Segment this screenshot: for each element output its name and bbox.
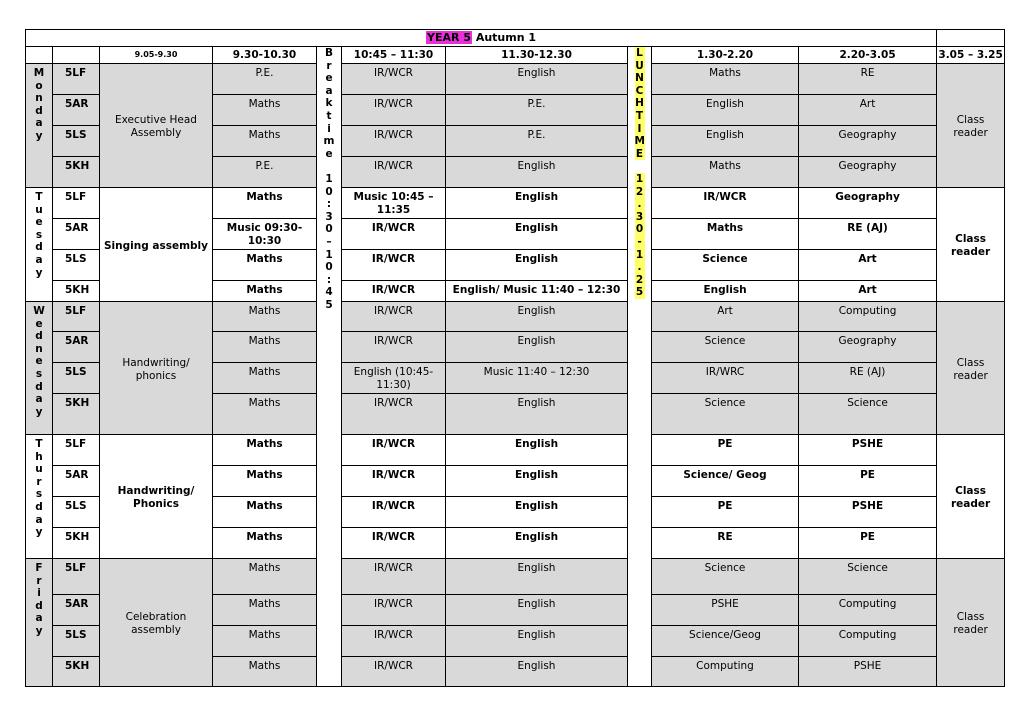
break-letter: e <box>325 72 333 85</box>
day-name <box>26 64 53 188</box>
lunch-letter: E <box>635 147 644 160</box>
break-letter: m <box>323 135 335 148</box>
day-letter: u <box>35 463 43 476</box>
lesson-p5: RE <box>652 528 799 559</box>
header-empty-day <box>26 47 53 64</box>
class-reader-cell <box>937 302 1005 435</box>
day-letter: W <box>33 305 45 317</box>
lesson-p2: Maths <box>213 281 317 302</box>
class-reader-line: Class <box>955 485 987 498</box>
break-letter: 3 <box>325 210 333 223</box>
class-name: 5LF <box>53 64 100 95</box>
lesson-p6: Art <box>799 250 937 281</box>
lesson-p5: English <box>652 126 799 157</box>
break-letter: 0 <box>325 223 333 236</box>
lunch-letter: 2 <box>635 273 644 286</box>
day-letter: s <box>35 228 43 241</box>
break-letter: 0 <box>325 185 333 198</box>
lesson-p6: RE (AJ) <box>799 363 937 394</box>
break-letter: t <box>326 109 332 122</box>
day-letter: y <box>35 624 43 637</box>
day-letter: u <box>35 203 43 216</box>
day-letter: r <box>36 574 42 587</box>
lunch-letter: M <box>634 135 645 148</box>
class-reader-line: reader <box>950 498 991 510</box>
assembly-line: Handwriting/ <box>117 485 195 498</box>
lesson-p2: Maths <box>213 302 317 332</box>
lesson-p4: English <box>446 528 628 559</box>
class-name: 5LS <box>53 363 100 394</box>
lesson-p2: Maths <box>213 363 317 394</box>
class-reader-line: Class <box>956 114 985 127</box>
class-name: 5AR <box>53 466 100 497</box>
day-letter: i <box>37 587 41 600</box>
lunch-column <box>628 47 652 687</box>
lesson-p5: Computing <box>652 657 799 687</box>
assembly-line: Celebration <box>125 611 187 624</box>
class-reader-cell <box>937 435 1005 559</box>
day-name <box>26 435 53 559</box>
day-letter: F <box>35 562 43 574</box>
lesson-p6: PE <box>799 466 937 497</box>
day-letter: a <box>35 513 43 526</box>
lesson-p2: Maths <box>213 559 317 595</box>
class-name: 5KH <box>53 394 100 435</box>
lesson-p2: P.E. <box>213 157 317 188</box>
header-p6: 2.20-3.05 <box>799 47 937 64</box>
lesson-p2: Maths <box>213 332 317 363</box>
lunch-letter: H <box>635 97 644 110</box>
day-letter: n <box>35 342 43 355</box>
lesson-p6: PSHE <box>799 497 937 528</box>
lesson-p5: Science/ Geog <box>652 466 799 497</box>
day-letter: d <box>35 241 43 254</box>
assembly-line: phonics <box>135 369 177 382</box>
lesson-p4: English <box>446 250 628 281</box>
class-name: 5LS <box>53 250 100 281</box>
class-reader-line: reader <box>953 127 988 139</box>
header-p5: 1.30-2.20 <box>652 47 799 64</box>
header-p4: 11.30-12.30 <box>446 47 628 64</box>
lesson-p5: Science <box>652 332 799 363</box>
day-letter: d <box>35 599 43 612</box>
assembly-line: Assembly <box>130 127 182 139</box>
class-name: 5KH <box>53 157 100 188</box>
lesson-p4: English <box>446 157 628 188</box>
lesson-p2: Maths <box>213 626 317 657</box>
day-letter: r <box>36 475 42 488</box>
lunch-letter: I <box>635 123 645 136</box>
lesson-p3: IR/WCR <box>342 435 446 466</box>
lesson-p4: English <box>446 302 628 332</box>
header-p7: 3.05 – 3.25 <box>937 47 1005 64</box>
day-letter: s <box>35 488 43 501</box>
day-letter: n <box>35 92 43 105</box>
day-letter: e <box>35 317 43 330</box>
lesson-p4: English <box>446 595 628 626</box>
lesson-p5: PE <box>652 497 799 528</box>
header-p2: 9.30-10.30 <box>213 47 317 64</box>
lesson-p4: English <box>446 332 628 363</box>
lunch-letter: U <box>635 59 644 72</box>
lesson-p5: Maths <box>652 157 799 188</box>
break-letter: 1 <box>325 248 333 261</box>
lunch-letter <box>635 160 645 173</box>
class-reader-cell <box>937 559 1005 687</box>
class-reader-cell <box>937 188 1005 302</box>
class-name: 5AR <box>53 219 100 250</box>
break-letter: : <box>326 198 332 211</box>
lesson-p5: PSHE <box>652 595 799 626</box>
lesson-p6: Geography <box>799 157 937 188</box>
day-letter: a <box>35 117 43 130</box>
lesson-p5: Science <box>652 250 799 281</box>
header-p1: 9.05-9.30 <box>100 47 213 64</box>
lesson-p6: Art <box>799 95 937 126</box>
lesson-p5: English <box>652 95 799 126</box>
lesson-p3: IR/WCR <box>342 219 446 250</box>
lesson-p3: IR/WCR <box>342 497 446 528</box>
lunch-letter: C <box>635 84 644 97</box>
lesson-p5: PE <box>652 435 799 466</box>
lesson-p3: Music 10:45 – 11:35 <box>342 188 446 219</box>
break-letter <box>317 160 341 173</box>
lesson-p4: English <box>446 435 628 466</box>
lesson-p3: IR/WCR <box>342 64 446 95</box>
table-row <box>26 302 1005 332</box>
break-letter: k <box>325 97 333 110</box>
lesson-p3: IR/WCR <box>342 302 446 332</box>
lesson-p6: Geography <box>799 188 937 219</box>
break-letter: e <box>325 147 333 160</box>
day-name <box>26 188 53 302</box>
lunch-letter: 2 <box>635 185 644 198</box>
timetable-title <box>26 30 937 47</box>
lesson-p5: Art <box>652 302 799 332</box>
lesson-p5: Science <box>652 394 799 435</box>
day-letter: a <box>35 253 43 266</box>
lesson-p4: English <box>446 394 628 435</box>
assembly-cell <box>100 435 213 559</box>
class-name: 5LS <box>53 126 100 157</box>
lesson-p3: IR/WCR <box>342 559 446 595</box>
day-letter: a <box>35 393 43 406</box>
lunch-letter: N <box>635 72 644 85</box>
lesson-p5: English <box>652 281 799 302</box>
day-letter: d <box>35 330 43 343</box>
break-letter: 4 <box>325 286 333 299</box>
lesson-p6: Computing <box>799 302 937 332</box>
class-reader-cell <box>937 64 1005 188</box>
lesson-p2: Maths <box>213 657 317 687</box>
lesson-p6: Art <box>799 281 937 302</box>
lesson-p6: RE <box>799 64 937 95</box>
lesson-p2: Maths <box>213 528 317 559</box>
class-reader-line: reader <box>953 369 988 382</box>
lunch-letter: . <box>635 198 645 211</box>
lesson-p4: English <box>446 64 628 95</box>
class-name: 5AR <box>53 332 100 363</box>
class-name: 5AR <box>53 595 100 626</box>
day-letter: s <box>35 367 43 380</box>
day-letter: o <box>35 79 43 92</box>
lesson-p6: Geography <box>799 332 937 363</box>
lunch-letter: - <box>635 236 645 249</box>
header-p3: 10:45 – 11:30 <box>342 47 446 64</box>
break-letter: : <box>326 273 332 286</box>
lesson-p4: English <box>446 466 628 497</box>
class-reader-line: Class <box>956 356 985 369</box>
lesson-p2: Music 09:30- 10:30 <box>213 219 317 250</box>
lesson-p2: Maths <box>213 595 317 626</box>
day-name <box>26 302 53 435</box>
timetable <box>25 29 1005 687</box>
lesson-p3: IR/WCR <box>342 394 446 435</box>
lesson-p3: English (10:45-11:30) <box>342 363 446 394</box>
lesson-p6: Science <box>799 394 937 435</box>
break-letter: r <box>326 59 332 72</box>
day-letter: T <box>35 191 43 203</box>
class-name: 5KH <box>53 281 100 302</box>
lesson-p6: PE <box>799 528 937 559</box>
lesson-p3: IR/WCR <box>342 595 446 626</box>
day-letter: y <box>35 526 43 539</box>
class-name: 5LS <box>53 626 100 657</box>
lunch-letter: . <box>635 261 645 274</box>
assembly-cell <box>100 188 213 302</box>
table-row <box>26 559 1005 595</box>
assembly-cell <box>100 64 213 188</box>
lesson-p5: Maths <box>652 219 799 250</box>
lesson-p2: P.E. <box>213 64 317 95</box>
day-letter: e <box>35 216 43 229</box>
day-letter: y <box>35 266 43 279</box>
day-letter: h <box>35 450 43 463</box>
break-letter: 5 <box>325 298 333 311</box>
lesson-p4: P.E. <box>446 95 628 126</box>
lunch-letter: T <box>635 109 644 122</box>
lesson-p4: English <box>446 626 628 657</box>
class-reader-line: reader <box>950 246 991 258</box>
lesson-p5: IR/WCR <box>652 188 799 219</box>
lesson-p4: English <box>446 497 628 528</box>
day-name <box>26 559 53 687</box>
lesson-p4: Music 11:40 – 12:30 <box>446 363 628 394</box>
day-letter: e <box>35 355 43 368</box>
assembly-cell <box>100 559 213 687</box>
break-letter: a <box>325 84 333 97</box>
assembly-cell <box>100 302 213 435</box>
lesson-p4: English/ Music 11:40 – 12:30 <box>446 281 628 302</box>
lesson-p2: Maths <box>213 95 317 126</box>
lunch-letter: 0 <box>635 223 644 236</box>
lesson-p3: IR/WCR <box>342 157 446 188</box>
lesson-p2: Maths <box>213 188 317 219</box>
assembly-line: Handwriting/ <box>122 356 190 369</box>
lesson-p5: IR/WRC <box>652 363 799 394</box>
lesson-p2: Maths <box>213 394 317 435</box>
break-letter: B <box>324 47 333 59</box>
title-term: Autumn 1 <box>475 31 537 45</box>
class-name: 5KH <box>53 657 100 687</box>
class-name: 5LF <box>53 188 100 219</box>
day-letter: T <box>35 438 43 450</box>
day-letter: y <box>35 405 43 418</box>
lesson-p2: Maths <box>213 466 317 497</box>
day-letter: y <box>35 129 43 142</box>
header-empty-class <box>53 47 100 64</box>
day-letter: d <box>35 380 43 393</box>
day-letter: d <box>35 104 43 117</box>
break-letter: 1 <box>325 172 333 185</box>
class-name: 5AR <box>53 95 100 126</box>
lesson-p3: IR/WCR <box>342 626 446 657</box>
break-letter: – <box>326 235 332 248</box>
lesson-p2: Maths <box>213 126 317 157</box>
lesson-p6: Computing <box>799 595 937 626</box>
lesson-p6: PSHE <box>799 657 937 687</box>
lesson-p5: Science/Geog <box>652 626 799 657</box>
title-year: YEAR 5 <box>427 31 471 45</box>
class-reader-line: Class <box>955 233 987 246</box>
lesson-p6: RE (AJ) <box>799 219 937 250</box>
lesson-p4: English <box>446 188 628 219</box>
assembly-line: assembly <box>131 624 181 636</box>
lesson-p3: IR/WCR <box>342 466 446 497</box>
class-reader-line: reader <box>953 624 988 636</box>
lesson-p5: Maths <box>652 64 799 95</box>
day-letter: a <box>35 612 43 625</box>
lesson-p4: English <box>446 559 628 595</box>
table-row <box>26 188 1005 219</box>
lesson-p6: Science <box>799 559 937 595</box>
lesson-p3: IR/WCR <box>342 250 446 281</box>
lesson-p3: IR/WCR <box>342 528 446 559</box>
class-name: 5LS <box>53 497 100 528</box>
lunch-letter: 1 <box>635 248 644 261</box>
class-name: 5LF <box>53 302 100 332</box>
lesson-p3: IR/WCR <box>342 126 446 157</box>
lunch-letter: 5 <box>635 286 644 299</box>
break-column <box>317 47 342 687</box>
class-name: 5LF <box>53 435 100 466</box>
lunch-letter: 1 <box>635 172 644 185</box>
lesson-p3: IR/WCR <box>342 657 446 687</box>
lesson-p6: PSHE <box>799 435 937 466</box>
lesson-p4: English <box>446 657 628 687</box>
assembly-line: Executive Head <box>115 114 197 127</box>
assembly-line: Phonics <box>133 498 179 510</box>
lesson-p2: Maths <box>213 250 317 281</box>
break-letter: 0 <box>325 261 333 274</box>
lesson-p4: English <box>446 219 628 250</box>
day-letter: M <box>33 67 45 79</box>
lunch-letter: L <box>636 47 643 59</box>
break-letter: i <box>327 122 331 135</box>
lesson-p3: IR/WCR <box>342 281 446 302</box>
table-row <box>26 435 1005 466</box>
lesson-p2: Maths <box>213 435 317 466</box>
lunch-letter: 3 <box>635 210 644 223</box>
title-empty-cell <box>937 30 1005 47</box>
lesson-p3: IR/WCR <box>342 332 446 363</box>
lesson-p3: IR/WCR <box>342 95 446 126</box>
day-letter: d <box>35 500 43 513</box>
lesson-p6: Geography <box>799 126 937 157</box>
lesson-p5: Science <box>652 559 799 595</box>
assembly-line: Singing assembly <box>103 239 208 252</box>
lesson-p4: P.E. <box>446 126 628 157</box>
lesson-p6: Computing <box>799 626 937 657</box>
table-row <box>26 64 1005 95</box>
class-name: 5KH <box>53 528 100 559</box>
class-reader-line: Class <box>956 611 985 624</box>
lesson-p2: Maths <box>213 497 317 528</box>
class-name: 5LF <box>53 559 100 595</box>
